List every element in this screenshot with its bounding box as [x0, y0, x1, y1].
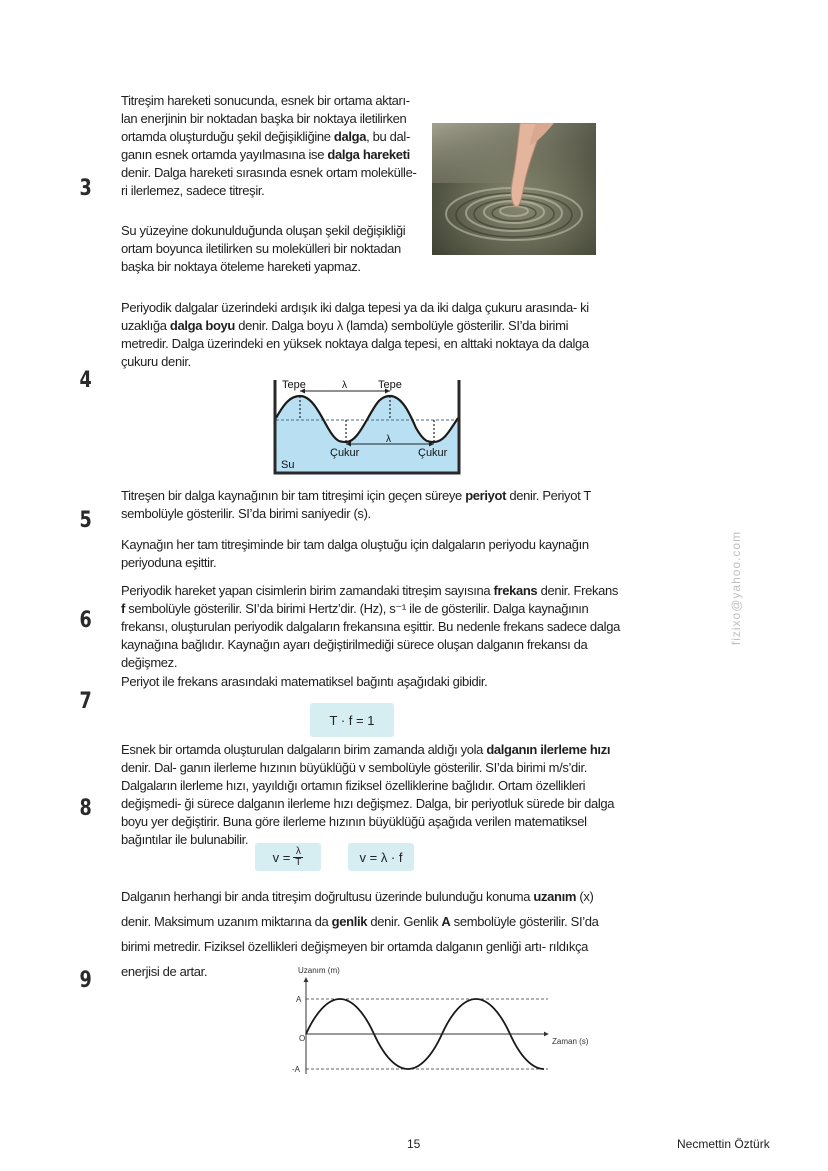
trough-label-1: Çukur	[330, 447, 360, 459]
page-number: 15	[407, 1137, 421, 1151]
fraction-numerator: λ	[295, 845, 301, 857]
frequency-paragraph: Periyodik hareket yapan cisimlerin birim zamandaki titreşim sayısına frekans denir. Frekans f sembolüyle gösterilir. SI’da birimi Hertz’dir. (Hz), s⁻¹ ile de gösterilir. Dalga kaynağının frekansı, oluşturulan periyodik dalgaların frekansına eşittir. Bu nedenle frekans sadece dalga kaynağına bağlıdır. Kaynağın ayarı değiştirilmediği sürece oluşan dalganın frekansı da değişmez.	[121, 583, 620, 670]
water-surface-paragraph: Su yüzeyine dokunulduğunda oluşan şekil değişikliği ortam boyunca iletilirken su molekülleri bir noktadan başka bir noktaya öteleme hareketi yapmaz.	[121, 223, 406, 274]
period-paragraph: Titreşen bir dalga kaynağının bir tam titreşimi için geçen süreye periyot denir. Periyot T sembolüyle gösterilir. SI’da birimi saniyedir (s).	[121, 488, 591, 521]
section-number-9: 9	[79, 968, 92, 993]
wave-speed-paragraph: Esnek bir ortamda oluşturulan dalgaların birim zamanda aldığı yola dalganın ilerleme hızı denir. Dal- ganın ilerleme hızının büyüklüğü v sembolüyle gösterilir. SI’da birimi m/s’dir.	[121, 742, 611, 775]
section-number-6: 6	[79, 608, 92, 633]
graph-x-axis-label: Zaman (s)	[552, 1037, 589, 1046]
tick-label-a: A	[296, 995, 302, 1004]
section-number-3: 3	[79, 176, 92, 201]
period-frequency-relation-text: Periyot ile frekans arasındaki matematiksel bağıntı aşağıdaki gibidir.	[121, 674, 488, 689]
section-number-8: 8	[79, 796, 92, 821]
section-number-7: 7	[79, 689, 92, 714]
fraction-denominator: T	[295, 856, 302, 868]
term-uzanim: uzanım	[533, 889, 577, 904]
crest-label-2: Tepe	[378, 379, 402, 391]
amplitude-paragraph: Dalganın herhangi bir anda titreşim doğrultusu üzerinde bulunduğu konuma uzanım (x) denir. Maksimum uzanım miktarına da genlik denir. Genlik A sembolüyle gösterilir. SI’da birimi metredir. Fiziksel özellikleri değişmeyen bir ortamda dalganın genliği artı- rıldıkça enerjisi de artar.	[121, 889, 599, 979]
section-number-5: 5	[79, 508, 92, 533]
wave-speed-medium-paragraph: Dalgaların ilerleme hızı, yayıldığı ortamın fiziksel özelliklerine bağlıdır. Ortam özellikleri değişmedi- ği sürece dalganın ilerleme hızı değişmez. Dalga, bir periyotluk sürede bir dalga boyu yer değiştirir. Buna göre ilerleme hızının büyüklüğü aşağıda verilen matematiksel bağıntılar ile bulunabilir.	[121, 778, 615, 847]
section-number-4: 4	[79, 368, 92, 393]
term-ilerleme-hizi: dalganın ilerleme hızı	[486, 742, 611, 757]
crest-label-1: Tepe	[282, 379, 306, 391]
water-body	[276, 396, 458, 472]
term-dalga: dalga	[333, 129, 367, 144]
speed-formula-lhs: v =	[272, 849, 291, 865]
fraction	[293, 847, 303, 868]
speed-formula-wavelength-period	[255, 843, 321, 871]
tick-label-origin: O	[299, 1034, 306, 1043]
watermark: fizixo@yahoo.com	[729, 530, 743, 646]
crest-lambda-label: λ	[342, 380, 347, 391]
displacement-time-graph	[286, 962, 606, 1080]
source-period-paragraph: Kaynağın her tam titreşiminde bir tam dalga oluştuğu için dalgaların periyodu kaynağın periyoduna eşittir.	[121, 537, 589, 570]
wave-definition-paragraph: Titreşim hareketi sonucunda, esnek bir ortama aktarı- lan enerjinin bir noktadan başka bir noktaya iletilirken ortamda oluşturduğu şekil değişikliğine dalga, bu dal- ganın esnek ortamda yayılmasına ise dalga hareketi denir. Dalga hareketi sırasında esnek ortam molekülle- ri ilerlemez, sadece titreşir.	[121, 93, 417, 198]
graph-y-axis-label: Uzanım (m)	[298, 966, 340, 975]
finger-touching-water-photo	[432, 123, 596, 255]
symbol-f: f	[121, 601, 125, 616]
term-frekans: frekans	[493, 583, 538, 598]
symbol-a: A	[441, 914, 451, 929]
term-dalga-hareketi: dalga hareketi	[327, 147, 410, 162]
author-name: Necmettin Öztürk	[677, 1137, 770, 1151]
speed-formula-wavelength-frequency: v = λ · f	[348, 843, 414, 871]
trough-label-2: Çukur	[418, 447, 448, 459]
wavelength-paragraph: Periyodik dalgalar üzerindeki ardışık iki dalga tepesi ya da iki dalga çukuru arasında- ki uzaklığa dalga boyu denir. Dalga boyu λ (lamda) sembolüyle gösterilir. SI’da birimi metredir. Dalga üzerindeki en yüksek noktaya dalga tepesi, en alttaki noktaya da dalga çukuru denir.	[121, 300, 589, 369]
water-label: Su	[281, 459, 295, 471]
trough-lambda-label: λ	[386, 434, 391, 445]
wavelength-diagram	[270, 376, 466, 476]
period-frequency-formula: T · f = 1	[310, 703, 394, 737]
tick-label-neg-a: -A	[292, 1065, 300, 1074]
term-genlik: genlik	[331, 914, 368, 929]
term-periyot: periyot	[465, 488, 507, 503]
term-dalga-boyu: dalga boyu	[169, 318, 236, 333]
